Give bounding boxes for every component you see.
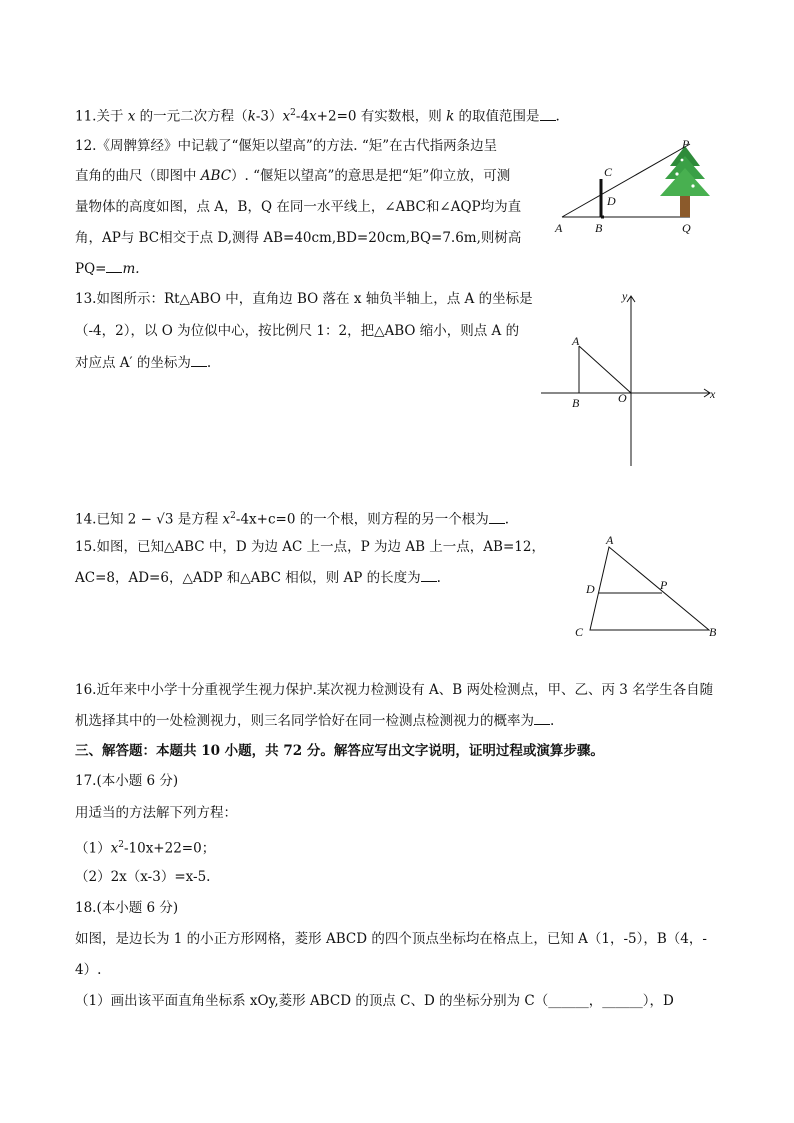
label-x: x [710,387,716,401]
answer-blank[interactable] [534,712,550,725]
label-C: C [575,625,584,639]
question-13-line-3: 对应点 A′ 的坐标为 . [75,355,212,371]
section-3-heading: 三、解答题：本题共 10 小题，共 72 分。解答应写出文字说明，证明过程或演算步骤。 [75,743,604,759]
label-O: O [618,391,627,405]
question-11: 11.关于 x 的一元二次方程$(k-3)x^2-4x+2=0$ 有实数根，则 k 的取值范围是 . [75,108,560,125]
label-A: A [572,334,580,348]
question-18-heading: 18.(本小题 6 分) [75,900,179,916]
label-B: B [595,221,603,235]
label-B: B [572,396,580,410]
answer-blank[interactable] [191,354,207,367]
question-14: 14.已知 2 − √3 是方程 $x^2-4x+c=0$ 的一个根，则方程的另一个根为 . [75,511,510,528]
question-18-line-2: 4）. [75,962,102,978]
label-A: A [555,221,563,235]
question-16-line-2: 机选择其中的一处检测视力，则三名同学恰好在同一检测点检测视力的概率为 . [75,713,555,729]
question-16-line-1: 16.近年来中小学十分重视学生视力保护.某次视力检测设有 A、B 两处检测点，甲、乙、丙 3 名学生各自随 [75,682,714,698]
question-17-heading: 17.(本小题 6 分) [75,773,179,789]
figure-13 [538,288,728,470]
label-D: D [607,194,616,208]
label-y: y [622,289,628,303]
question-13-line-1: 13.如图所示：Rt△ABO 中，直角边 BO 落在 x 轴负半轴上，点 A 的坐标是 [75,291,533,307]
label-B: B [709,625,717,639]
question-12-line-1: 12.《周髀算经》中记载了“偃矩以望高”的方法. “矩”在古代指两条边呈 [75,138,498,154]
figure-15 [568,533,728,645]
label-P: P [660,578,668,592]
question-18-line-1: 如图，是边长为 1 的小正方形网格，菱形 ABCD 的四个顶点坐标均在格点上，已知 A（1，-5），B（4，- [75,931,707,947]
question-12-line-4: 角，AP与 BC相交于点 D,测得 AB=40cm,BD=20cm,BQ=7.6m,则树高 [75,230,522,246]
question-15-line-2: AC=8，AD=6，△ADP 和△ABC 相似，则 AP 的长度为 . [75,570,441,586]
answer-blank[interactable] [421,569,437,582]
question-12-line-3: 量物体的高度如图，点 A，B，Q 在同一水平线上，∠ABC和∠AQP均为直 [75,199,522,215]
answer-blank[interactable] [540,108,556,121]
label-Q: Q [682,221,691,235]
question-13-line-2: （-4，2），以 O 为位似中心，按比例尺 1：2，把△ABO 缩小，则点 A 的 [75,323,520,339]
label-P: P [682,137,690,151]
question-17-part-1: $(1)x^2-10x+22=0$； [75,840,216,857]
question-12-line-2: 直角的曲尺（即图中 ABC）. “偃矩以望高”的意思是把“矩”仰立放，可测 [75,168,511,184]
answer-blank[interactable] [489,511,505,524]
answer-blank[interactable] [106,260,122,273]
figure-12 [552,134,752,239]
question-18-line-3: （1）画出该平面直角坐标系 xOy,菱形 ABCD 的顶点 C、D 的坐标分别为 C（______，______），D [75,993,674,1009]
question-15-line-1: 15.如图，已知△ABC 中，D 为边 AC 上一点，P 为边 AB 上一点，AB=12， [75,539,545,555]
label-D: D [586,582,595,596]
question-17-part-2: （2）2x（x-3）=x-5. [75,869,211,885]
question-12-line-5: PQ= m. [75,261,140,277]
label-C: C [604,165,613,179]
label-A: A [606,533,614,547]
question-17-instruction: 用适当的方法解下列方程： [75,805,237,821]
